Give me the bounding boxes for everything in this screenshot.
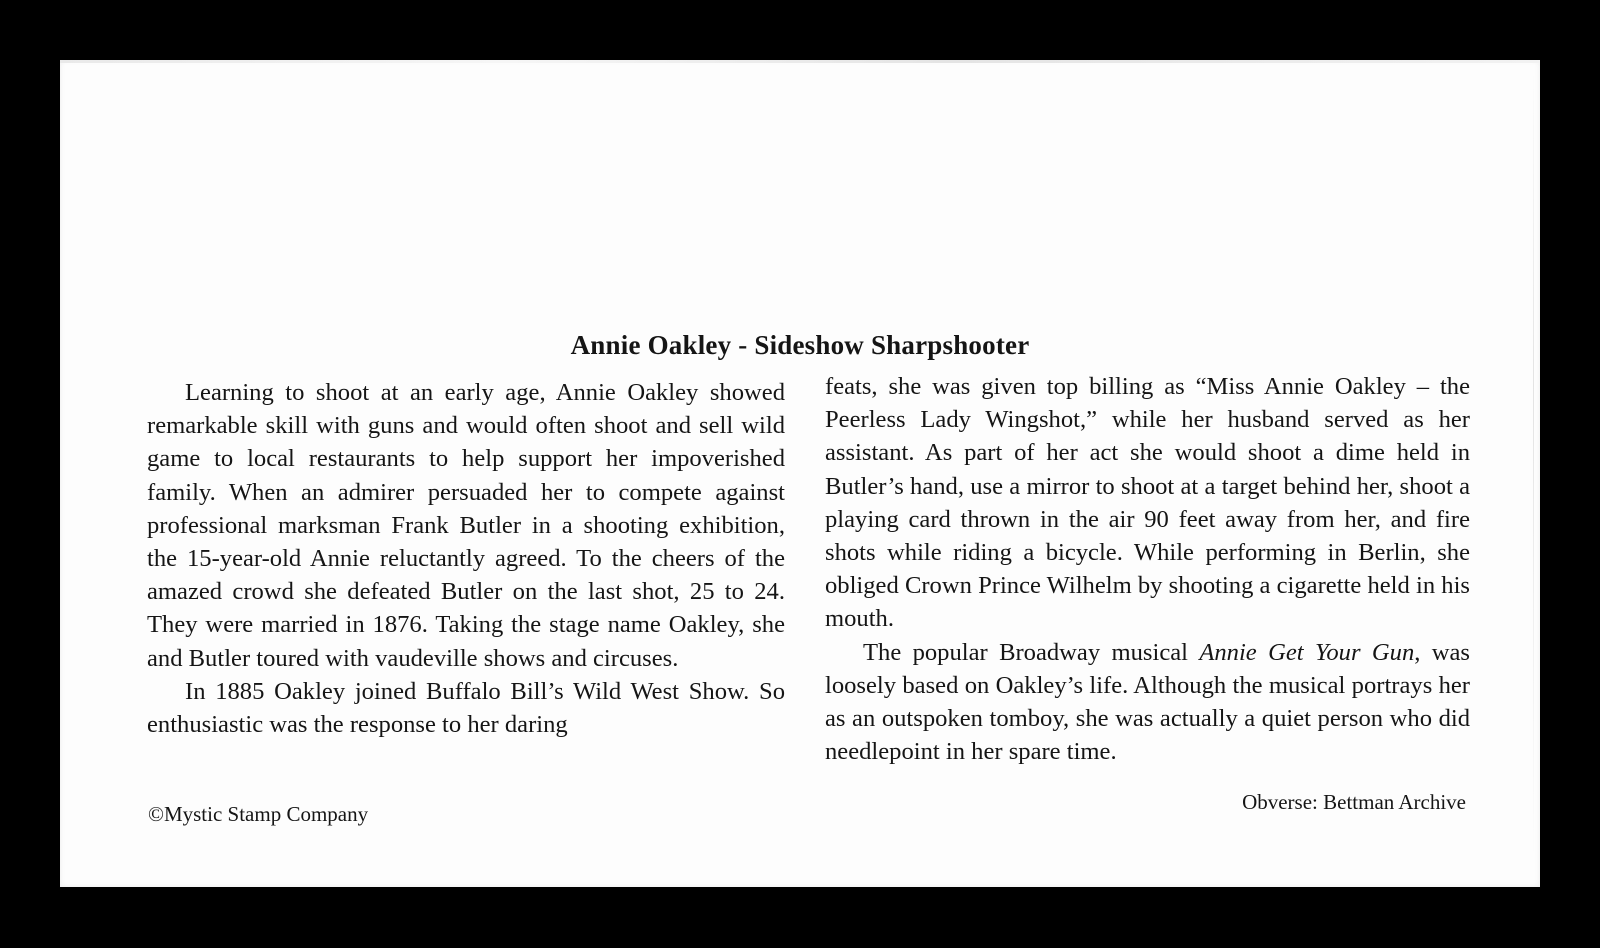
musical-title: Annie Get Your Gun [1199,638,1415,666]
left-text-column [147,376,785,741]
paragraph-1: Learning to shoot at an early age, Annie Oakley showed remarkable skill with guns and would often shoot and sell wild game to local restaurants to help support her impoverished family. When an admirer persuaded her to compete against professional marksman Frank Butler in a shooting exhibition, the 15-year-old Annie reluctantly agreed. To the cheers of the amazed crowd she defeated Butler on the last shot, 25 to 24. They were married in 1876. Taking the stage name Oakley, she and Butler toured with vaudeville shows and circuses. [147,379,785,672]
card-right-crease [1533,70,1534,860]
paragraph-3-lead: The popular Broadway musical [863,638,1200,666]
paragraph-3-rest: , was loosely based on Oakley’s life. Although the musical portrays her as an outspoken tomboy, she was actually a quiet person who did needlepoint in her spare time. [825,638,1471,766]
paragraph-2: In 1885 Oakley joined Buffalo Bill’s Wild West Show. So enthusiastic was the response to her daring [147,677,785,739]
copyright-credit: ©Mystic Stamp Company [148,802,369,826]
card-top-edge [60,60,1540,63]
right-text-column [825,370,1470,768]
paragraph-2-continued: feats, she was given top billing as “Miss Annie Oakley – the Peerless Lady Wingshot,” while her husband served as her assistant. As part of her act she would shoot a dime held in Butler’s hand, use a mirror to shoot at a target behind her, shoot a playing card thrown in the air 90 feet away from her, and fire shots while riding a bicycle. While performing in Berlin, she obliged Crown Prince Wilhelm by shooting a cigarette held in his mouth. [825,373,1470,633]
page-title: Annie Oakley - Sideshow Sharpshooter [570,330,1030,360]
cover-card [60,60,1540,887]
paragraph-3 [825,636,1470,769]
obverse-credit: Obverse: Bettman Archive [1242,790,1466,814]
